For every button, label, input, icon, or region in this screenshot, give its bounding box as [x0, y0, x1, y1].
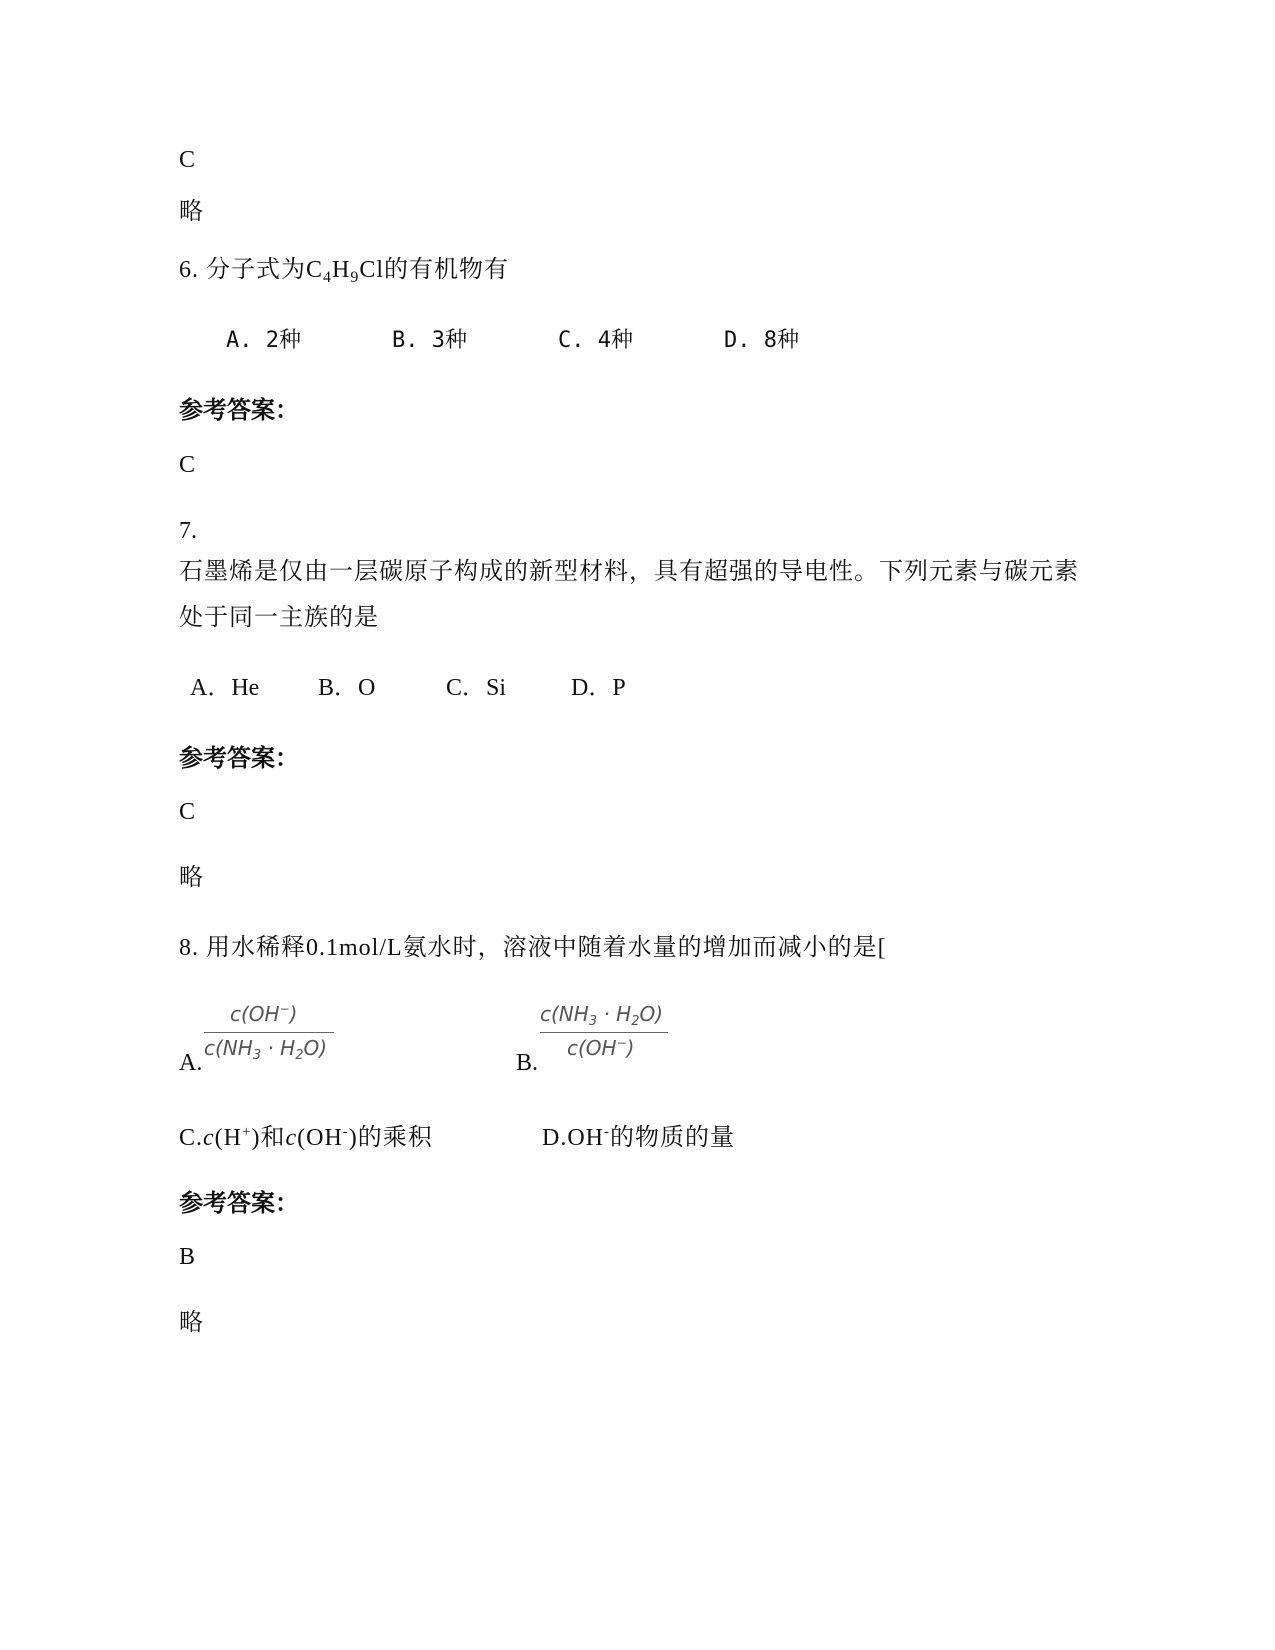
- q6-option-b: B. 3种: [392, 328, 467, 353]
- q8-option-a-label: A.: [179, 1050, 203, 1076]
- q6-stem-post: Cl的有机物有: [359, 257, 510, 283]
- q6-option-a: A. 2种: [226, 328, 301, 353]
- q7-option-a: A．He: [190, 675, 260, 701]
- q7-note: 略: [179, 865, 204, 891]
- q6-option-d: D. 8种: [724, 328, 799, 353]
- q6-answer-label: 参考答案：: [179, 398, 299, 424]
- prev-answer: C: [179, 147, 196, 173]
- prev-note: 略: [179, 199, 204, 225]
- q8-note: 略: [179, 1310, 204, 1336]
- q6-sub-4: 4: [323, 269, 333, 286]
- q8-stem: 8. 用水稀释0.1mol/L氨水时，溶液中随着水量的增加而减小的是[: [179, 935, 887, 961]
- q8-fraction-a: [204, 1002, 336, 1066]
- fraction-b-denominator: c(OH−): [567, 1036, 635, 1060]
- fraction-b-numerator: $c(NH_3 \cdot H_2O)$: [540, 1002, 664, 1029]
- q6-number: 6.: [179, 257, 199, 283]
- q8-option-d: D.OH-的物质的量: [542, 1124, 735, 1151]
- q7-option-c: C．Si: [446, 675, 507, 701]
- q8-option-b-label: B.: [516, 1050, 539, 1076]
- q7-stem-line2: 处于同一主族的是: [179, 605, 379, 631]
- q7-option-b: B．O: [318, 675, 376, 701]
- fraction-a-numerator: c(OH−): [230, 1002, 298, 1026]
- fraction-a-denominator: $c(NH_3 \cdot H_2O)$: [204, 1036, 328, 1063]
- q6-sub-9: 9: [350, 269, 360, 286]
- q7-number: 7.: [179, 518, 197, 544]
- q7-answer-label: 参考答案：: [179, 746, 299, 772]
- q7-answer: C: [179, 799, 196, 825]
- q8-answer-label: 参考答案：: [179, 1191, 299, 1217]
- q8-option-c: C.c(H+)和c(OH-)的乘积: [179, 1124, 433, 1151]
- q6-option-c: C. 4种: [558, 328, 633, 353]
- q6-h: H: [332, 257, 351, 283]
- fraction-a-bar: [204, 1032, 334, 1033]
- q6-stem-pre: 分子式为C: [206, 257, 324, 283]
- fraction-b-bar: [540, 1032, 668, 1033]
- q7-stem-line1: 石墨烯是仅由一层碳原子构成的新型材料，具有超强的导电性。下列元素与碳元素: [179, 559, 1079, 585]
- q8-fraction-b: [540, 1002, 670, 1066]
- q8-answer: B: [179, 1244, 196, 1270]
- q6-answer: C: [179, 452, 196, 478]
- q7-option-d: D．P: [571, 675, 626, 701]
- q6-stem: [179, 256, 509, 292]
